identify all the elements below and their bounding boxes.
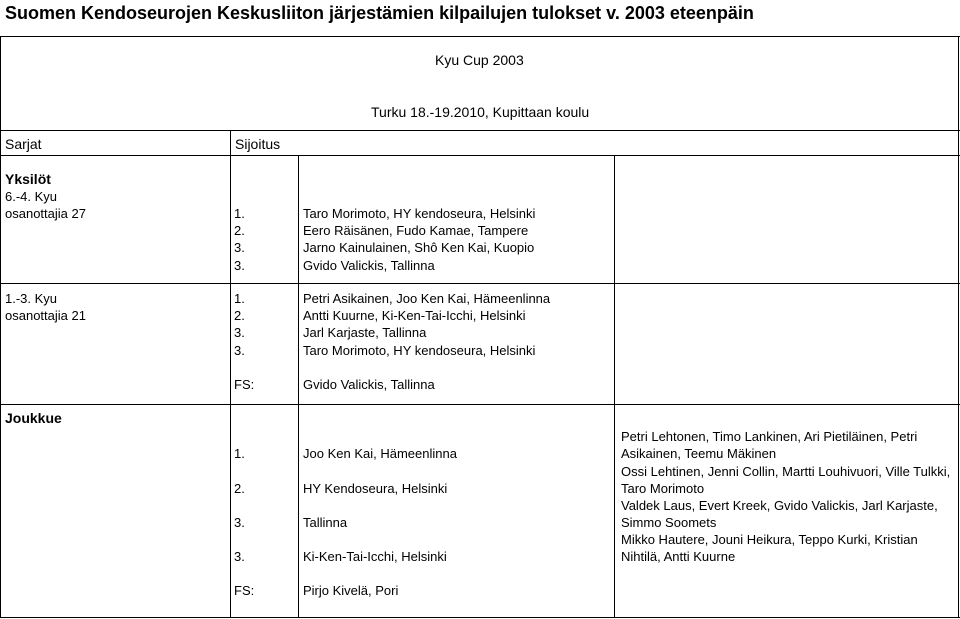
header-sijoitus: Sijoitus <box>235 136 281 152</box>
left-border <box>0 36 1 618</box>
participants-count: osanottajia 21 <box>5 308 86 323</box>
result-name: Antti Kuurne, Ki-Ken-Tai-Icchi, Helsinki <box>303 308 526 323</box>
fs-label: FS: <box>234 377 255 392</box>
team-place: 2. <box>234 481 245 496</box>
column-divider-name <box>298 155 299 618</box>
result-name: Eero Räisänen, Fudo Kamae, Tampere <box>303 223 529 238</box>
top-border <box>0 36 960 37</box>
result-name: Petri Asikainen, Joo Ken Kai, Hämeenlinna <box>303 291 551 306</box>
page-title: Suomen Kendoseurojen Keskusliiton järjestämien kilpailujen tulokset v. 2003 eteenpäin <box>5 3 754 23</box>
result-place: 3. <box>234 258 245 273</box>
team-name: Tallinna <box>303 515 348 530</box>
result-place: 1. <box>234 206 245 221</box>
individual-heading: Yksilöt <box>5 171 51 187</box>
column-divider-sijoitus <box>230 130 231 618</box>
team-heading: Joukkue <box>5 410 62 426</box>
fs-label: FS: <box>234 583 255 598</box>
team-place: 3. <box>234 549 245 564</box>
result-name: Jarl Karjaste, Tallinna <box>303 325 427 340</box>
result-name: Taro Morimoto, HY kendoseura, Helsinki <box>303 343 536 358</box>
result-place: 2. <box>234 223 245 238</box>
header-bottom-line <box>0 155 960 156</box>
team-place: 3. <box>234 515 245 530</box>
result-name: Taro Morimoto, HY kendoseura, Helsinki <box>303 206 536 221</box>
team-members: Valdek Laus, Evert Kreek, Gvido Valickis, Jarl Karjaste, Simmo Soomets <box>621 498 938 530</box>
participants-count: osanottajia 27 <box>5 206 86 221</box>
bottom-border <box>0 617 960 618</box>
header-sarjat: Sarjat <box>5 136 42 152</box>
category-label: 6.-4. Kyu <box>5 189 58 204</box>
result-name: Jarno Kainulainen, Shô Ken Kai, Kuopio <box>303 240 535 255</box>
fs-name: Pirjo Kivelä, Pori <box>303 583 399 598</box>
team-members: Ossi Lehtinen, Jenni Collin, Martti Louhivuori, Ville Tulkki, Taro Morimoto <box>621 464 951 496</box>
event-name: Kyu Cup 2003 <box>435 52 524 68</box>
group-divider-2 <box>0 404 960 405</box>
team-members: Mikko Hautere, Jouni Heikura, Teppo Kurki, Kristian Nihtilä, Antti Kuurne <box>621 532 918 564</box>
result-place: 2. <box>234 308 245 323</box>
category-label: 1.-3. Kyu <box>5 291 58 306</box>
result-place: 3. <box>234 325 245 340</box>
team-name: HY Kendoseura, Helsinki <box>303 481 448 496</box>
team-name: Joo Ken Kai, Hämeenlinna <box>303 446 457 461</box>
team-members: Petri Lehtonen, Timo Lankinen, Ari Pietiläinen, Petri Asikainen, Teemu Mäkinen <box>621 429 918 461</box>
group-divider-1 <box>0 283 960 284</box>
result-place: 3. <box>234 343 245 358</box>
fs-name: Gvido Valickis, Tallinna <box>303 377 435 392</box>
right-border <box>958 36 959 618</box>
result-name: Gvido Valickis, Tallinna <box>303 258 435 273</box>
event-location: Turku 18.-19.2010, Kupittaan koulu <box>371 104 590 120</box>
result-place: 3. <box>234 240 245 255</box>
header-top-line <box>0 130 960 131</box>
result-place: 1. <box>234 291 245 306</box>
team-place: 1. <box>234 446 245 461</box>
column-divider-members <box>614 155 615 618</box>
team-name: Ki-Ken-Tai-Icchi, Helsinki <box>303 549 447 564</box>
